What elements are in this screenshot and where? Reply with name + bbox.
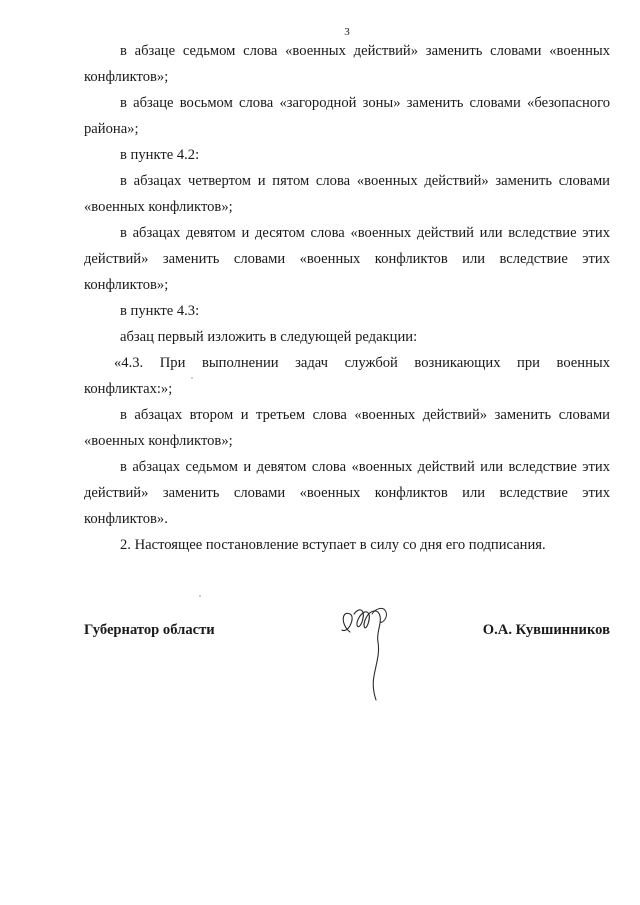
handwritten-signature	[336, 602, 396, 702]
paragraph: в абзацах втором и третьем слова «военных действий» заменить словами «военных конфликтов»;	[84, 407, 610, 449]
closing-clause: 2. Настоящее постановление вступает в силу со дня его подписания.	[120, 537, 546, 553]
paragraph: в абзаце седьмом слова «военных действий» заменить словами «военных конфликтов»;	[84, 43, 610, 85]
paragraph: в абзацах седьмом и девятом слова «военных действий или вследствие этих действий» заменить словами «военных конфликтов или вследствие этих конфликтов».	[84, 459, 610, 527]
signature-block	[84, 620, 610, 710]
paragraph: абзац первый изложить в следующей редакции:	[120, 329, 418, 345]
paragraph: в пункте 4.3:	[120, 303, 200, 319]
scan-speck	[191, 377, 193, 379]
paragraph: в пункте 4.2:	[120, 147, 200, 163]
page-number: 3	[344, 26, 350, 38]
document-body	[84, 38, 610, 558]
paragraph: в абзаце восьмом слова «загородной зоны» заменить словами «безопасного района»;	[84, 95, 610, 137]
paragraph: в абзацах четвертом и пятом слова «военных действий» заменить словами «военных конфликтов»;	[84, 173, 610, 215]
signatory-name: О.А. Кувшинников	[482, 622, 610, 638]
scan-speck	[199, 595, 201, 597]
quoted-paragraph: «4.3. При выполнении задач службой возникающих при военных конфликтах:»;	[84, 355, 610, 397]
signatory-position: Губернатор области	[84, 622, 215, 638]
paragraph: в абзацах девятом и десятом слова «военных действий или вследствие этих действий» заменить словами «военных конфликтов или вследствие этих конфликтов»;	[84, 225, 610, 293]
